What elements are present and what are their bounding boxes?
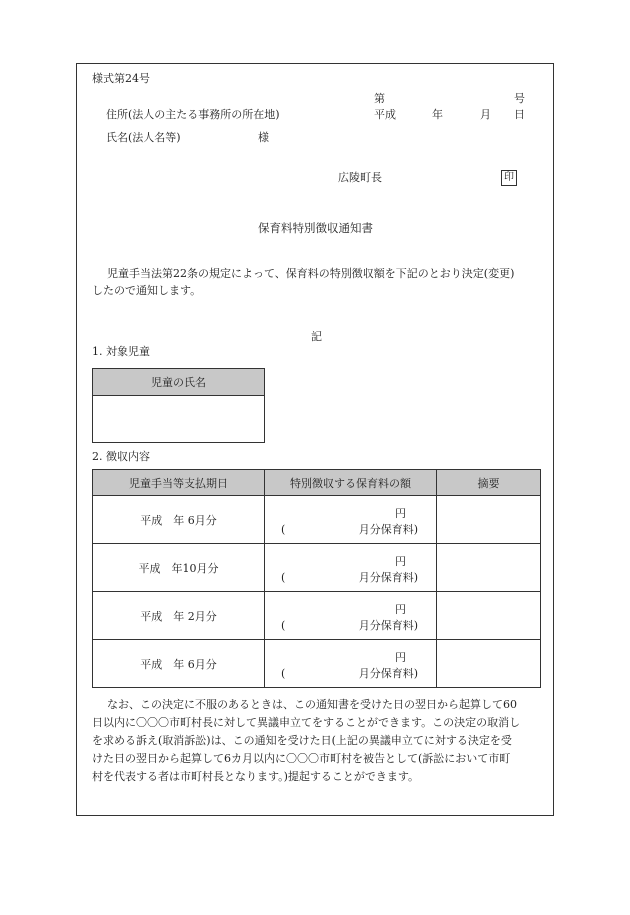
- date-day-unit: 日: [514, 108, 525, 121]
- child-name-header: 児童の氏名: [93, 369, 265, 396]
- month-fee-label: 月分保育料): [358, 667, 418, 680]
- table-row: [93, 592, 541, 640]
- child-name-table: [92, 368, 265, 443]
- remarks-cell: [437, 496, 541, 544]
- payment-date-cell: 平成 年 6月分: [93, 496, 265, 544]
- body-line-1: 児童手当法第22条の規定によって、保育料の特別徴収額を下記のとおり決定(変更): [107, 267, 515, 280]
- month-fee-label: 月分保育料): [358, 619, 418, 632]
- fee-amount-cell: [265, 592, 437, 640]
- fee-amount-cell: [265, 544, 437, 592]
- remarks-cell: [437, 592, 541, 640]
- open-paren: (: [281, 667, 286, 680]
- yen-unit: 円: [395, 555, 406, 568]
- open-paren: (: [281, 571, 286, 584]
- yen-unit: 円: [395, 651, 406, 664]
- body-line-2: したので通知します。: [92, 284, 202, 297]
- table-row: [93, 496, 541, 544]
- form-number: 様式第24号: [92, 72, 150, 85]
- name-label: 氏名(法人名等): [106, 131, 181, 144]
- header-remarks: 摘要: [437, 470, 541, 496]
- remarks-cell: [437, 544, 541, 592]
- payment-date-cell: 平成 年10月分: [93, 544, 265, 592]
- yen-unit: 円: [395, 603, 406, 616]
- month-fee-label: 月分保育料): [358, 523, 418, 536]
- honorific-sama: 様: [258, 131, 269, 144]
- section-1-heading: 1. 対象児童: [92, 345, 150, 358]
- fee-amount-cell: [265, 496, 437, 544]
- document-title: 保育料特別徴収通知書: [258, 221, 373, 235]
- date-month-unit: 月: [480, 108, 491, 121]
- fee-amount-cell: [265, 640, 437, 688]
- table-row: [93, 640, 541, 688]
- table-row: [93, 544, 541, 592]
- payment-date-cell: 平成 年 2月分: [93, 592, 265, 640]
- notice-line-1: なお、この決定に不服のあるときは、この通知書を受けた日の翌日から起算して60: [107, 698, 517, 711]
- remarks-cell: [437, 640, 541, 688]
- notice-line-3: を求める訴え(取消訴訟)は、この通知を受けた日(上記の異議申立てに対する決定を受: [92, 734, 512, 747]
- header-fee-amount: 特別徴収する保育料の額: [265, 470, 437, 496]
- date-year-unit: 年: [432, 108, 443, 121]
- section-2-heading: 2. 徴収内容: [92, 450, 150, 463]
- ki-heading: 記: [311, 330, 322, 343]
- payment-date-cell: 平成 年 6月分: [93, 640, 265, 688]
- collection-table: [92, 469, 541, 688]
- notice-line-2: 日以内に〇〇〇市町村長に対して異議申立てをすることができます。この決定の取消し: [92, 716, 521, 729]
- address-label: 住所(法人の主たる事務所の所在地): [106, 108, 280, 121]
- open-paren: (: [281, 523, 286, 536]
- header-payment-date: 児童手当等支払期日: [93, 470, 265, 496]
- seal-mark: 印: [501, 170, 517, 186]
- yen-unit: 円: [395, 507, 406, 520]
- mayor-title: 広陵町長: [338, 171, 382, 184]
- child-name-cell: [93, 396, 265, 443]
- notice-line-5: 村を代表する者は市町村長となります。)提起することができます。: [92, 770, 420, 783]
- open-paren: (: [281, 619, 286, 632]
- month-fee-label: 月分保育料): [358, 571, 418, 584]
- notice-line-4: けた日の翌日から起算して6カ月以内に〇〇〇市町村を被告として(訴訟において市町: [92, 752, 511, 765]
- doc-number-dai: 第: [374, 92, 385, 105]
- date-era: 平成: [374, 108, 396, 121]
- doc-number-go: 号: [514, 92, 525, 105]
